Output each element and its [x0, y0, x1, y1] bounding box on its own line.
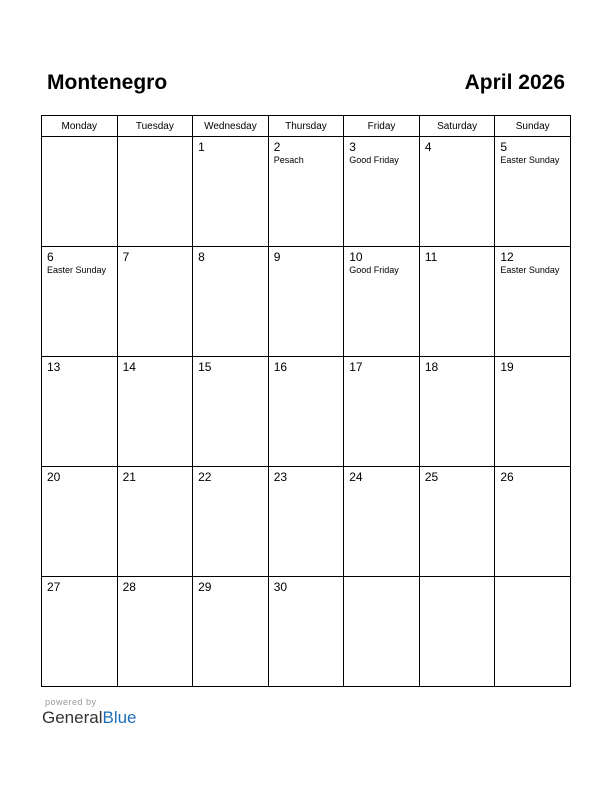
weekday-header-row	[42, 116, 571, 137]
day-number: 19	[500, 360, 514, 374]
day-cell	[117, 577, 193, 687]
day-cell	[495, 577, 571, 687]
day-cell	[344, 577, 420, 687]
day-number: 12	[500, 250, 514, 264]
holiday-label: Good Friday	[349, 265, 399, 275]
powered-by-label: powered by	[45, 697, 97, 707]
day-cell	[268, 467, 344, 577]
day-cell	[42, 577, 118, 687]
day-cell	[193, 137, 269, 247]
day-number: 18	[424, 360, 439, 374]
day-number: 8	[198, 250, 205, 264]
day-number: 16	[273, 360, 288, 374]
weekday-header: Tuesday	[117, 116, 193, 137]
day-cell	[193, 467, 269, 577]
calendar-grid	[41, 115, 571, 687]
day-cell	[193, 247, 269, 357]
day-cell	[268, 577, 344, 687]
holiday-label: Pesach	[273, 155, 304, 165]
day-number: 17	[349, 360, 363, 374]
day-cell	[42, 357, 118, 467]
day-cell	[117, 247, 193, 357]
day-cell	[268, 357, 344, 467]
holiday-label: Easter Sunday	[500, 265, 560, 275]
logo-blue-text: Blue	[102, 708, 137, 727]
day-cell	[268, 137, 344, 247]
day-cell	[419, 357, 495, 467]
day-cell	[42, 137, 118, 247]
day-number: 11	[424, 250, 438, 264]
day-cell	[419, 467, 495, 577]
month-year-title: April 2026	[464, 71, 565, 94]
day-cell	[344, 247, 420, 357]
day-cell	[419, 137, 495, 247]
week-row	[42, 577, 571, 687]
day-number: 29	[198, 580, 212, 594]
day-number: 5	[500, 140, 508, 154]
day-cell	[193, 577, 269, 687]
weekday-header: Friday	[344, 116, 420, 137]
day-number: 9	[273, 250, 281, 264]
day-number: 23	[273, 470, 288, 484]
day-number: 30	[273, 580, 288, 594]
day-number: 21	[122, 470, 136, 484]
day-number: 6	[47, 250, 54, 264]
day-number: 27	[47, 580, 61, 594]
weekday-header: Thursday	[268, 116, 344, 137]
weekday-header: Monday	[42, 116, 118, 137]
week-row	[42, 357, 571, 467]
day-number: 28	[122, 580, 136, 594]
week-row	[42, 467, 571, 577]
day-cell	[419, 577, 495, 687]
day-cell	[117, 357, 193, 467]
day-cell	[42, 247, 118, 357]
day-number: 13	[47, 360, 61, 374]
day-number: 25	[424, 470, 439, 484]
day-number: 15	[198, 360, 212, 374]
holiday-label: Good Friday	[349, 155, 399, 165]
day-number: 20	[47, 470, 61, 484]
day-cell	[344, 467, 420, 577]
week-row	[42, 137, 571, 247]
day-cell	[344, 357, 420, 467]
day-cell	[495, 247, 571, 357]
day-number: 24	[349, 470, 363, 484]
day-cell	[193, 357, 269, 467]
day-cell	[495, 467, 571, 577]
day-number: 26	[500, 470, 514, 484]
holiday-label: Easter Sunday	[47, 265, 107, 275]
day-number: 22	[198, 470, 212, 484]
day-cell	[344, 137, 420, 247]
day-number: 7	[122, 250, 130, 264]
holiday-label: Easter Sunday	[500, 155, 560, 165]
day-number: 14	[122, 360, 136, 374]
day-number: 1	[198, 140, 205, 154]
weekday-header: Sunday	[495, 116, 571, 137]
day-number: 10	[349, 250, 363, 264]
country-title: Montenegro	[47, 71, 168, 94]
weekday-header: Wednesday	[193, 116, 269, 137]
day-cell	[419, 247, 495, 357]
day-cell	[117, 137, 193, 247]
logo-general-text: General	[42, 708, 103, 727]
generalblue-logo	[42, 708, 137, 728]
day-cell	[495, 137, 571, 247]
day-number: 3	[349, 140, 356, 154]
day-number: 2	[273, 140, 281, 154]
day-cell	[495, 357, 571, 467]
weekday-header: Saturday	[419, 116, 495, 137]
day-cell	[117, 467, 193, 577]
day-cell	[268, 247, 344, 357]
week-row	[42, 247, 571, 357]
day-number: 4	[424, 140, 432, 154]
day-cell	[42, 467, 118, 577]
